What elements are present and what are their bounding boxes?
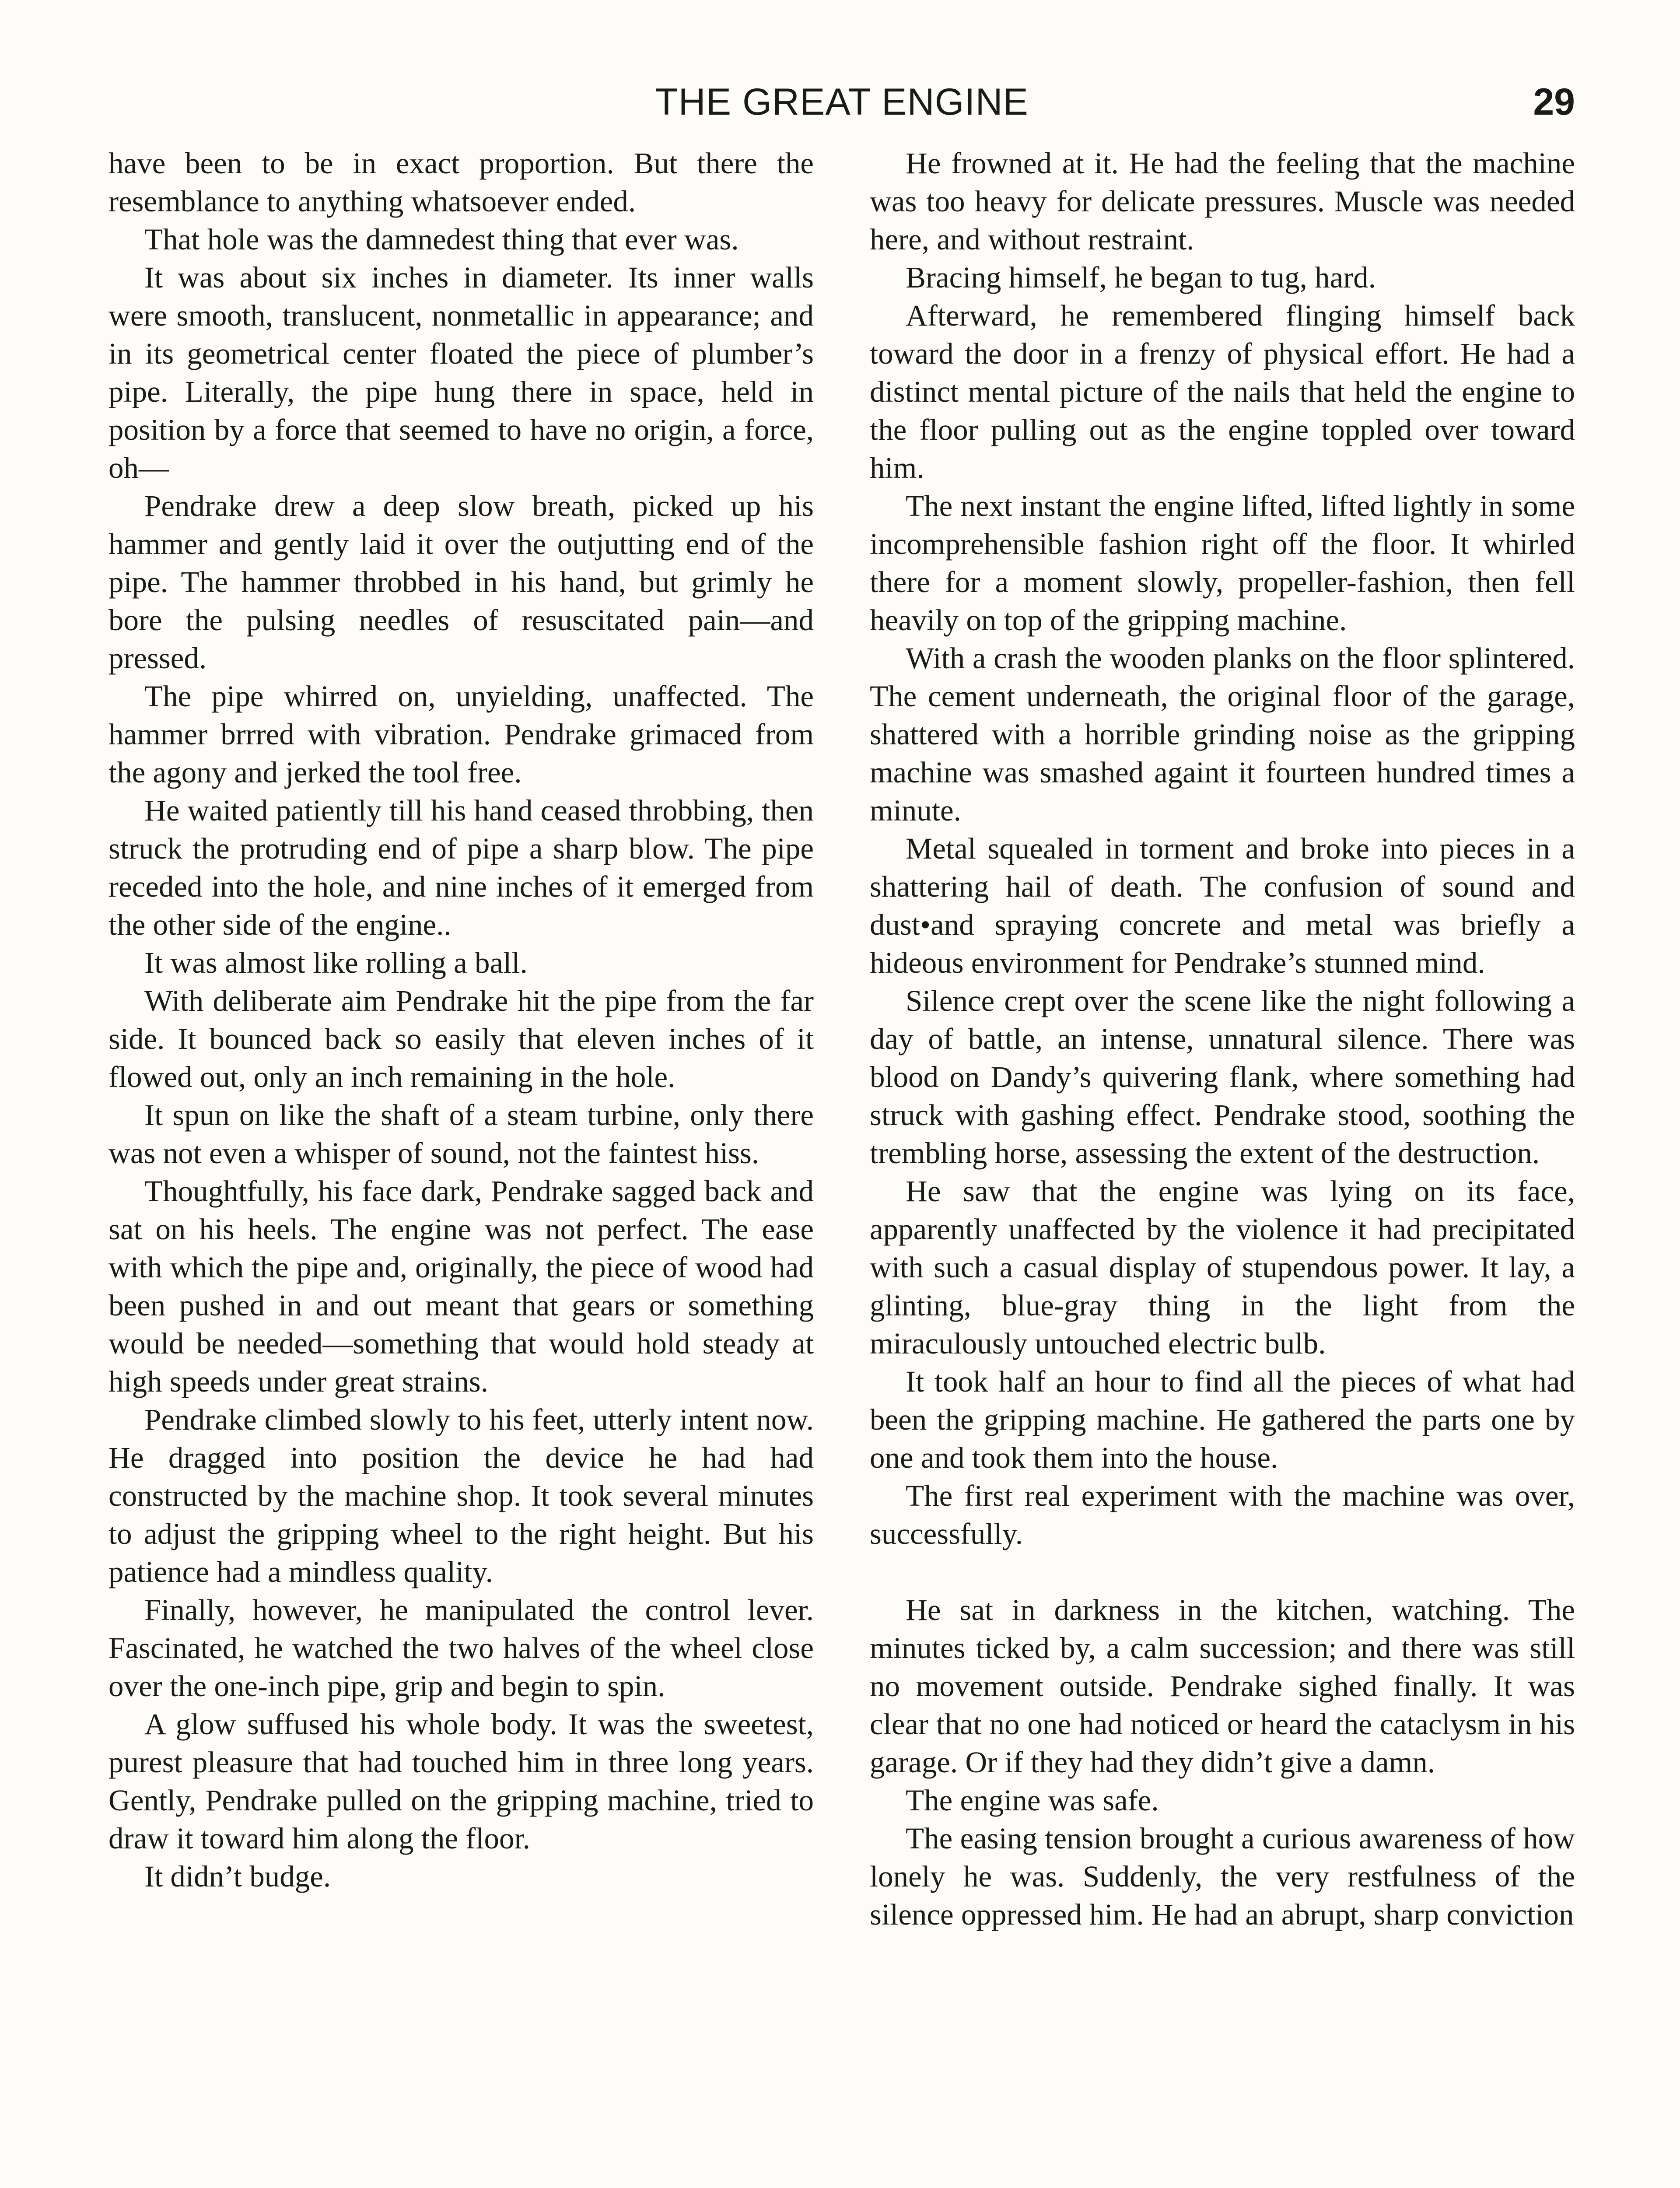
paragraph: The engine was safe. [906, 1784, 1159, 1817]
page-number: 29 [1533, 81, 1575, 123]
article-body [108, 144, 1575, 2188]
paragraph: Metal squealed in torment and broke into pieces in a shattering hail of death. The confusion of sound and dust•and spraying concrete and metal was briefly a hideous environment for Pendrake’s stunned mind. [870, 832, 1575, 979]
paragraph: The easing tension brought a curious awareness of how lonely he was. Suddenly, the very restfulness of the silence oppressed him. He had an abrupt, sharp conviction [870, 1822, 1575, 1931]
paragraph: With a crash the wooden planks on the floor splintered. The cement underneath, the original floor of the garage, shattered with a horrible grinding noise as the gripping machine was smashed againt it fourteen hundred times a minute. [870, 642, 1575, 827]
paragraph: It was about six inches in diameter. Its inner walls were smooth, translucent, nonmetallic in appearance; and in its geometrical center floated the piece of plumber’s pipe. Literally, the pipe hung there in space, held in position by a force that seemed to have no origin, a force, oh— [108, 261, 814, 484]
paragraph: It spun on like the shaft of a steam turbine, only there was not even a whisper of sound, not the faintest hiss. [108, 1098, 814, 1170]
paragraph: He waited patiently till his hand ceased throbbing, then struck the protruding end of pipe a sharp blow. The pipe receded into the hole, and nine inches of it emerged from the other side of the engine.. [108, 794, 814, 941]
right-column [870, 144, 1575, 2188]
paragraph: Afterward, he remembered flinging himself back toward the door in a frenzy of physical effort. He had a distinct mental picture of the nails that held the engine to the floor pulling out as the engine toppled over toward him. [870, 299, 1575, 484]
paragraph: Pendrake drew a deep slow breath, picked up his hammer and gently laid it over the outjutting end of the pipe. The hammer throbbed in his hand, but grimly he bore the pulsing needles of resuscitated pain—and pressed. [108, 489, 814, 675]
paragraph: Silence crept over the scene like the night following a day of battle, an intense, unnatural silence. There was blood on Dandy’s quivering flank, where something had struck with gashing effect. Pendrake stood, soothing the trembling horse, assessing the extent of the destruction. [870, 984, 1575, 1170]
paragraph: He saw that the engine was lying on its face, apparently unaffected by the violence it had precipitated with such a casual display of stupendous power. It lay, a glinting, blue-gray thing in the light from the miraculously untouched electric bulb. [870, 1175, 1575, 1360]
paragraph: A glow suffused his whole body. It was the sweetest, purest pleasure that had touched him in three long years. Gently, Pendrake pulled on the gripping machine, tried to draw it toward him along the floor. [108, 1708, 814, 1855]
left-column [108, 144, 814, 2188]
paragraph: The pipe whirred on, unyielding, unaffected. The hammer brrred with vibration. Pendrake grimaced from the agony and jerked the tool free. [108, 680, 814, 789]
paragraph: With deliberate aim Pendrake hit the pipe from the far side. It bounced back so easily that eleven inches of it flowed out, only an inch remaining in the hole. [108, 984, 814, 1094]
paragraph: have been to be in exact proportion. But there the resemblance to anything whatsoever ended. [108, 147, 814, 218]
paragraph: That hole was the damnedest thing that ever was. [144, 223, 739, 256]
paragraph: Thoughtfully, his face dark, Pendrake sagged back and sat on his heels. The engine was not perfect. The ease with which the pipe and, originally, the piece of wood had been pushed in and out meant that gears or something would be needed—something that would hold steady at high speeds under great strains. [108, 1175, 814, 1398]
paragraph: Bracing himself, he began to tug, hard. [906, 261, 1376, 294]
paragraph: The first real experiment with the machine was over, successfully. [870, 1479, 1575, 1550]
paragraph: It took half an hour to find all the pieces of what had been the gripping machine. He gathered the parts one by one and took them into the house. [870, 1365, 1575, 1474]
paragraph: Pendrake climbed slowly to his feet, utterly intent now. He dragged into position the device he had had constructed by the machine shop. It took several minutes to adjust the gripping wheel to the right height. But his patience had a mindless quality. [108, 1403, 814, 1588]
page-header [108, 83, 1575, 131]
running-title: THE GREAT ENGINE [655, 81, 1029, 123]
paragraph: It didn’t budge. [144, 1860, 331, 1893]
paragraph: He sat in darkness in the kitchen, watching. The minutes ticked by, a calm succession; and there was still no movement outside. Pendrake sighed finally. It was clear that no one had noticed or heard the cataclysm in his garage. Or if they had they didn’t give a damn. [870, 1593, 1575, 1779]
paragraph: Finally, however, he manipulated the control lever. Fascinated, he watched the two halves of the wheel close over the one-inch pipe, grip and begin to spin. [108, 1593, 814, 1703]
paragraph: The next instant the engine lifted, lifted lightly in some incomprehensible fashion right off the floor. It whirled there for a moment slowly, propeller-fashion, then fell heavily on top of the gripping machine. [870, 489, 1575, 637]
paragraph: It was almost like rolling a ball. [144, 946, 528, 979]
paragraph: He frowned at it. He had the feeling that the machine was too heavy for delicate pressures. Muscle was needed here, and without restraint. [870, 147, 1575, 256]
